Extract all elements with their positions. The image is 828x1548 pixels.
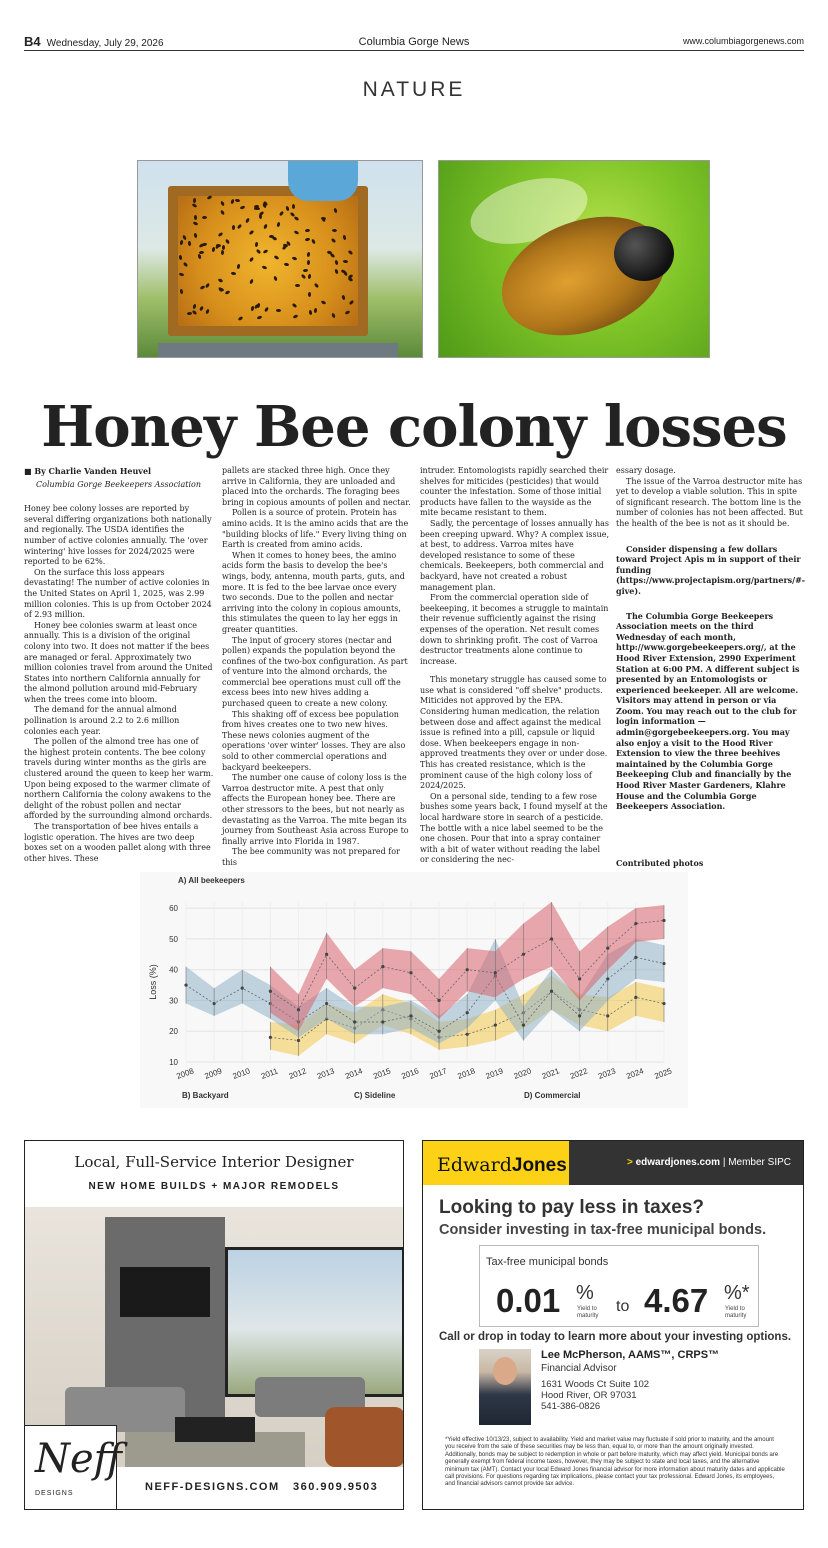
beekeeper-frame-photo [137,160,423,358]
headline: Honey Bee colony losses [41,394,787,460]
chevron-right-icon: > [626,1157,633,1168]
byline-org: Columbia Gorge Beekeepers Association [36,479,202,489]
club-info-paragraph: The Columbia Gorge Beekeepers Association meets on the third Wednesday of each month, http://www.gorgebeekeepers.org/, at the Hood River Extension, 2990 Experiment Station at 6:00 PM. A different subject is presented by an Entomologists or experienced beekeeper. All are welcome. Visitors may attend in person or via Zoom. You may reach out to the club for login information — admin@gorgebeekeepers.org. You may also enjoy a visit to the Hood River Extension to view the three beehives maintained by the Columbia Gorge Beekeeping Club and financially by the Hood River Master Gardeners, Klahre House and the Columbia Gorge Beekeepers Association. [616,610,800,812]
paragraph: The number one cause of colony loss is the Varroa destructor mite. A pest that only affects the European honey bee. There are other stressors to the bees, but not nearly as devastating as the Varroa. The mite began its journey from Southeast Asia across Europe to finally arrive into Florida in 1987. [222,773,409,846]
x-tick-label: 2010 [231,1066,252,1081]
issue-date: Wednesday, July 29, 2026 [46,38,164,49]
bee-dot [180,289,184,294]
honeycomb [178,196,358,326]
y-tick-label: 60 [169,904,178,914]
bee-dot [286,205,290,211]
bee-dot [250,306,254,312]
data-point [353,987,356,990]
bee-dot [248,230,254,236]
bee-dot [194,233,198,239]
bee-dot [349,300,355,306]
bee-dot [330,237,336,243]
bee-dot [343,235,347,241]
bee-dot [308,309,312,314]
bee-dot [193,197,197,202]
data-point [437,1030,440,1033]
series-label: B) Backyard [182,1091,229,1100]
bee-dot [199,285,205,290]
data-point [381,1020,384,1023]
article-column-1 [24,466,214,864]
neff-ad-subtitle: NEW HOME BUILDS + MAJOR REMODELS [88,1181,340,1192]
bee-dot [186,312,191,316]
ej-rate-high: 4.67 [644,1282,709,1319]
ej-rate-box [479,1245,759,1327]
neff-phone[interactable]: 360.909.9503 [293,1481,379,1493]
bee-dot [221,250,224,255]
bee-dot [256,315,262,320]
x-tick-label: 2008 [175,1066,196,1081]
x-tick-label: 2014 [343,1066,364,1081]
data-point [494,971,497,974]
bee-dot [333,208,337,214]
x-tick-label: 2009 [203,1066,224,1081]
data-point [634,956,637,959]
bee-dot [218,278,224,283]
data-point [550,990,553,993]
bee-dot [220,201,225,207]
x-tick-label: 2018 [456,1066,477,1081]
ej-member: | Member SIPC [722,1157,791,1168]
ej-site-url: edwardjones.com [635,1157,721,1168]
bee-dot [206,309,211,315]
neff-logo-signature: Neff [35,1436,123,1482]
bee-dot [188,241,192,246]
bee-dot [305,237,311,241]
ej-ytm-low: Yield to maturity [577,1306,599,1319]
data-point [662,962,665,965]
colony-loss-chart [140,872,688,1108]
x-tick-label: 2013 [315,1066,336,1081]
data-point [409,1014,412,1017]
bee-dot [179,255,183,260]
donation-paragraph: Consider dispensing a few dollars toward Project Apis m in support of their funding (https://www.projectapism.org/partners/#-give). [616,543,806,596]
article-column-4 [616,466,806,868]
y-axis-label: Loss (%) [148,964,158,1000]
bee-dot [332,229,337,232]
blue-glove [288,161,358,201]
edward-jones-ad[interactable] [422,1140,804,1510]
bee-dot [314,282,320,288]
page-number: B4 [24,34,41,49]
paragraph: On a personal side, tending to a few rose bushes some years back, I found myself at the local hardware store in search of a pesticide. The bottle with a nice label seemed to be the one chosen. Pour that into a spray container with a bit of water without reading the label or considering the nec- [420,791,608,865]
bee-dot [258,214,261,219]
bee-dot [326,250,332,254]
paragraph: This shaking off of excess bee population from hives creates one to two new hives. These news colonies augment of the operations 'over winter' losses. They are also sold to other commercial operations and backyard beekeepers. [222,709,406,772]
ej-rate-low: 0.01 [496,1282,561,1319]
paper-url[interactable]: www.columbiagorgenews.com [682,36,804,46]
byline [24,466,214,478]
bee-dot [204,282,209,288]
bee-dot [306,251,310,256]
paragraph: essary dosage. [616,466,676,475]
bee-dot [341,294,345,300]
data-point [578,977,581,980]
series-label: D) Commercial [524,1091,581,1100]
photo-credit: Contributed photos [616,857,704,868]
x-tick-label: 2012 [287,1066,308,1081]
bee-dot [293,314,299,319]
data-point [578,1014,581,1017]
bee-dot [307,260,310,265]
paragraph: The input of grocery stores (nectar and pollen) expands the population beyond the confines of the two-box configuration. As part of venture into the almond orchards, the commercial bee operations must cull off the excess bees into new hives adding a purchased queen to create a new colony. [222,635,408,709]
bee-dot [283,263,288,267]
window-view [225,1247,404,1397]
paragraph: intruder. Entomologists rapidly searched their shelves for miticides (pesticides) that would counter the infestation. Some of those initial products have fallen to the wayside as the mite became resistant to them. [420,466,609,518]
y-tick-label: 20 [169,1027,178,1037]
bee-dot [263,223,268,229]
address-line-2: Hood River, OR 97031 [541,1390,637,1401]
x-tick-label: 2016 [400,1066,420,1081]
paragraph: Sadly, the percentage of losses annually has been creeping upward. Why? A complex issue, at best, to address. Varroa mites have developed resistance to some of these chemicals. Beekeepers, both commercial and backyard, have not created a robust management plan. [420,518,610,592]
ej-ytm-high: Yield to maturity [725,1306,747,1319]
bee-dot [255,249,261,255]
data-point [634,922,637,925]
data-point [213,1002,216,1005]
x-tick-label: 2022 [568,1066,589,1081]
bee-dot [236,264,240,270]
section-title: NATURE [362,78,466,101]
bee-dot [334,260,338,266]
ej-headline: Looking to pay less in taxes? [439,1197,705,1218]
data-point [494,1023,497,1026]
y-tick-label: 40 [169,965,178,975]
neff-site[interactable]: NEFF-DESIGNS.COM [145,1481,280,1493]
neff-designs-ad[interactable] [24,1140,404,1510]
advisor-name: Lee McPherson, AAMS™, CRPS™ [541,1349,720,1361]
advisor-phone[interactable]: 541-386-0826 [541,1401,601,1412]
paragraph: Honey bee colonies swarm at least once annually. This is a division of the original colony into two. It does not matter if the bees are managed or feral. Approximately two million colonies travel from around the United States into northern California annually for the almond pollution around mid-February when the trees come into bloom. [24,620,213,704]
bee-dot [305,229,310,233]
bee-dot [348,277,354,282]
bee-dot [199,306,204,312]
bee-dot [292,204,295,209]
bee-dot [249,279,254,285]
data-point [606,947,609,950]
data-point [381,965,384,968]
data-point [606,977,609,980]
bee-dot [202,216,207,219]
data-point [606,1014,609,1017]
chart-svg [140,872,688,1108]
hive-box [158,343,398,358]
neff-logo [25,1425,123,1510]
neff-ad-title: Local, Full-Service Interior Designer [74,1153,354,1171]
ej-logo [423,1141,569,1185]
bee-dot [291,256,297,260]
paper-name: Columbia Gorge News [358,36,470,48]
x-tick-label: 2019 [484,1066,505,1081]
bee-dot [347,250,353,256]
bee-dot [197,254,201,260]
x-tick-label: 2021 [540,1066,561,1081]
ej-pct-low: % [576,1282,594,1304]
data-point [466,1033,469,1036]
y-tick-label: 50 [169,934,178,944]
paragraph: From the commercial operation side of beekeeping, it becomes a struggle to maintain their revenue sufficiently against the rising expenses of the operation. Net result comes down to shrinking profit. The cost of Varroa destructor treatments alone continue to increase. [420,593,609,666]
x-tick-label: 2011 [259,1066,280,1081]
bee-dot [225,238,230,244]
x-tick-label: 2017 [428,1066,449,1081]
bee-dot [311,238,316,244]
bee-dot [274,255,280,260]
bee-dot [307,274,311,279]
bee-dot [343,260,348,264]
data-point [522,1023,525,1026]
address-line-1: 1631 Woods Ct Suite 102 [541,1379,650,1390]
x-tick-label: 2015 [372,1066,392,1081]
bee-dot [262,265,268,270]
ej-logo-jones: Jones [511,1155,567,1176]
ej-to: to [616,1298,630,1315]
page-header [24,30,804,50]
data-point [325,953,328,956]
header-rule [24,50,804,51]
bee-dot [264,307,269,313]
bee-dot [274,276,279,282]
television [120,1267,210,1317]
bee-dot [192,304,196,310]
bee-dot [295,284,300,287]
bee-dot [291,303,297,309]
bee-dot [192,221,198,226]
ej-box-label: Tax-free municipal bonds [486,1256,609,1268]
advisor-address [541,1379,649,1412]
bee-dot [263,249,269,254]
data-point [269,1036,272,1039]
bee-dot [294,216,300,221]
paragraph: The bee community was not prepared for this [222,847,400,867]
bee-closeup-photo [438,160,710,358]
paragraph: The issue of the Varroa destructor mite has yet to develop a viable solution. This in spite of significant research. The bottom line is the number of colonies has not been affected. But the health of the bee is not as it should be. [616,476,803,528]
advisor-face [493,1357,517,1385]
data-point [353,1020,356,1023]
armchair [325,1407,404,1467]
x-tick-label: 2025 [653,1066,674,1081]
bee-dot [193,215,196,220]
y-tick-label: 30 [169,996,178,1006]
data-point [409,971,412,974]
data-point [662,919,665,922]
ej-site[interactable] [627,1157,791,1168]
data-point [241,987,244,990]
data-point [184,983,187,986]
x-tick-label: 2023 [597,1066,617,1081]
data-point [269,990,272,993]
bee-dot [224,290,230,295]
article-column-3 [420,466,610,866]
bee-eye [614,226,674,281]
paragraph: The pollen of the almond tree has one of the highest protein contents. The bee colony travels during winter months as the girls are clustered around the queen to keep her warm. Upon being exposed to the warmer climate of northern California the colony awakens to the delight of the robust pollen and nectar afforded by the surrounding almond orchards. [24,737,214,821]
paragraph: The demand for the annual almond pollination is around 2.2 to 2.6 million colonies each year. [24,705,180,736]
bee-dot [202,242,208,246]
ej-pct-high: %* [724,1282,750,1304]
bee-dot [239,205,245,210]
article-column-2 [222,466,412,869]
data-point [297,1008,300,1011]
bee-dot [178,272,184,276]
bee-dot [276,309,281,312]
neff-logo-word: DESIGNS [35,1490,74,1497]
coffee-table [175,1417,255,1442]
byline-author: ■ By Charlie Vanden Heuvel [24,466,151,476]
paragraph: The transportation of bee hives entails a logistic operation. The hives are two deep boxes set on a wooden pallet along with three other hives. These [24,822,211,863]
chart-title: A) All beekeepers [178,876,245,885]
paragraph: Honey bee colony losses are reported by several differing organizations both nationally and regionally. The USDA identifies the number of active colonies annually. The 'over wintering' hive losses for 2024/2025 were reported to be 62%. [24,504,212,567]
bee-dot [344,310,350,315]
data-point [466,1011,469,1014]
data-point [466,968,469,971]
bee-dot [293,230,299,235]
bee-dot [302,269,307,273]
bee-dot [191,310,197,316]
ej-fine-print: *Yield effective 10/13/23, subject to availability. Yield and market value may fluctuate if sold prior to maturity, and the amount you receive from the sale of these securities may be less than, equal to, or more than the amount originally invested. Additionally, bonds may be subject to redemption in whole or part before maturity, which may affect yield. Municipal bonds are generally exempt from federal income taxes, however, they may be subject to state and local taxes, and the alternative minimum tax (AMT). Contact your local Edward Jones financial advisor for more information about maturity dates and applicable call provisions. For questions regarding tax implications, please contact your tax professional. Edward Jones, its employees, and financial advisors cannot provide tax advice. [445,1437,785,1488]
bee-dot [180,239,184,245]
y-tick-label: 10 [169,1058,178,1067]
bee-dot [320,300,326,305]
data-point [662,1002,665,1005]
bee-dot [269,235,274,238]
advisor-photo [479,1349,531,1425]
bee-dot [334,269,338,275]
bee-dot [231,272,236,276]
paragraph: pallets are stacked three high. Once they arrive in California, they are unloaded and placed into the orchards. The foraging bees bring in copious amounts of pollen and nectar. [222,466,411,507]
hive-frame [168,186,368,336]
bee-dot [308,292,311,297]
bee-dot [254,242,258,247]
bee-dot [245,217,250,223]
bee-dot [331,312,336,318]
bee-dot [237,316,243,321]
paragraph: On the surface this loss appears devastating! The number of active colonies in the United States on April 1, 2025, was 2.99 million colonies. This is up from October 2024 of 2.93 million. [24,567,212,620]
bee-dot [217,231,223,236]
ej-call-to-action: Call or drop in today to learn more about your investing options. [439,1331,792,1343]
bee-dot [192,203,198,208]
advisor-role: Financial Advisor [541,1363,617,1374]
paragraph: This monetary struggle has caused some to use what is considered "off shelve" products. Miticides not approved by the EPA. Considering human medication, the relation between dose and affect against the medical issue is refined into a pill, capsule or liquid dose. When beekeepers engage in non-approved treatments they over or under dose. This has created resistance, which is the prominent cause of the high colony loss of 2024/2025. [420,675,608,791]
bee-dot [278,211,283,217]
data-point [437,999,440,1002]
paragraph: When it comes to honey bees, the amino acids form the basis to develop the bee's wings, body, antenna, mouth parts, guts, and more. It is fed to the bee larvae once every two seconds. Due to the pollen and nectar arriving into the colony in copious amounts, this stimulates the queen to lay her eggs in greater quantities. [222,550,405,634]
x-tick-label: 2024 [625,1066,645,1081]
bee-dot [276,221,280,227]
data-point [325,1002,328,1005]
data-point [550,937,553,940]
bee-dot [220,210,225,216]
bee-dot [235,199,240,203]
bee-dot [206,195,212,200]
x-tick-label: 2020 [512,1066,533,1081]
bee-dot [222,245,225,250]
data-point [522,953,525,956]
data-point [634,996,637,999]
series-label: C) Sideline [354,1091,396,1100]
bee-dot [249,256,254,262]
data-point [297,1039,300,1042]
bee-dot [314,308,318,313]
bee-dot [232,225,235,230]
paragraph: Pollen is a source of protein. Protein has amino acids. It is the amino acids that are the "building blocks of life." Every living thing on Earth is created from amino acids. [222,508,409,550]
bee-dot [237,223,243,229]
bee-dot [301,274,307,280]
ej-logo-edward: Edward [437,1154,512,1176]
ej-subheadline: Consider investing in tax-free municipal bonds. [439,1222,767,1238]
bee-dot [183,261,189,267]
